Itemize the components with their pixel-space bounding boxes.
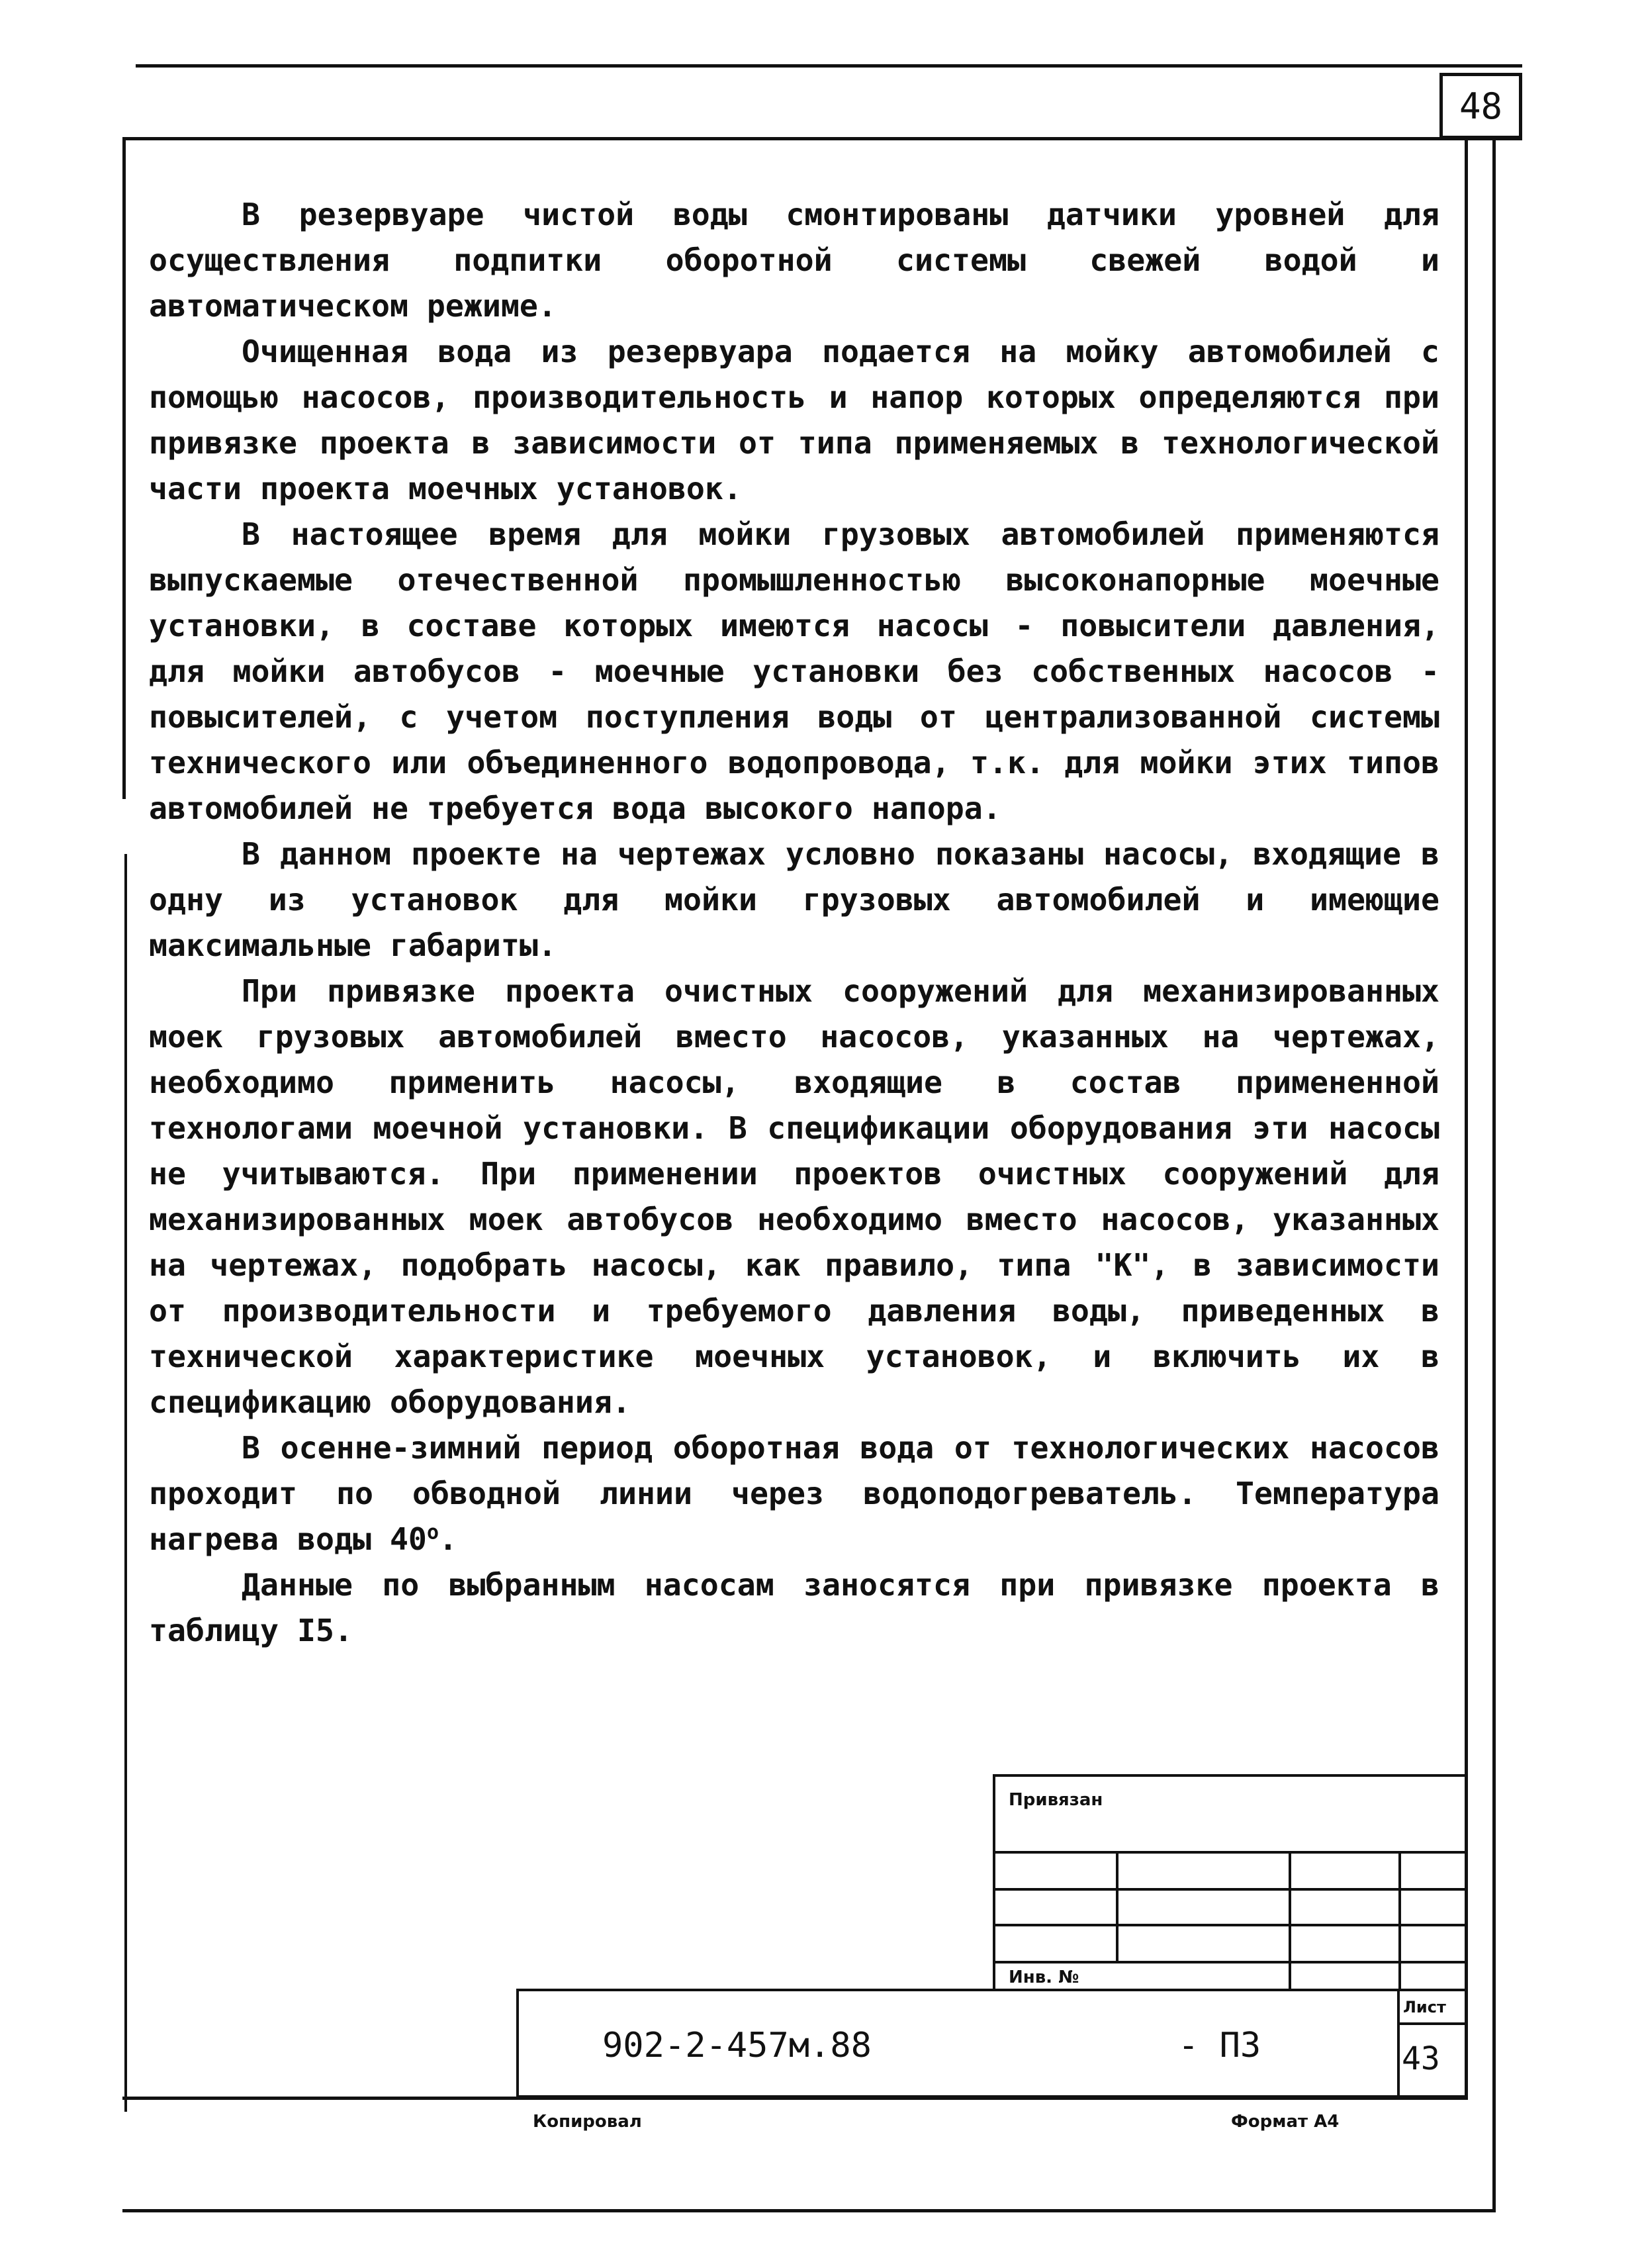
frame-left-line-lower bbox=[124, 854, 127, 2112]
stamp-grid-cell-6 bbox=[1116, 1888, 1291, 1926]
body-text bbox=[149, 192, 1439, 1654]
paragraph-6-end: . bbox=[439, 1521, 457, 1557]
paragraph-6-text: В осенне-зимний период оборотная вода от технологических насосов проходит по обводной линии через водоподогреватель. Температура нагрева воды 40 bbox=[149, 1430, 1439, 1557]
copied-by-label: Копировал bbox=[533, 2112, 642, 2132]
stamp-grid-cell-5 bbox=[993, 1888, 1118, 1926]
sheet-label: Лист bbox=[1403, 1998, 1446, 2016]
privyazan-label: Привязан bbox=[1009, 1790, 1103, 1810]
stamp-grid-cell-3 bbox=[1289, 1851, 1401, 1891]
paragraph-3: В настоящее время для мойки грузовых автомобилей применяются выпускаемые отечественной промышленностью высоконапорные моечные установки, в составе которых имеются насосы - повысители давления, для мойки автобусов - моечные установки без собственных насосов - повысителей, с учетом поступления воды от централизованной системы технического или объединенного водопровода, т.к. для мойки этих типов автомобилей не требуется вода высокого напора. bbox=[149, 516, 1439, 826]
sheet-number: 43 bbox=[1402, 2040, 1440, 2077]
stamp-grid-cell-4 bbox=[1398, 1851, 1468, 1891]
degree-superscript: о bbox=[426, 1521, 439, 1544]
stamp-grid-cell-2 bbox=[1116, 1851, 1291, 1891]
paragraph-5: При привязке проекта очистных сооружений для механизированных моек грузовых автомобилей вместо насосов, указанных на чертежах, необходимо применить насосы, входящие в состав примененной технологами моечной установки. В спецификации оборудования эти насосы не учитываются. При применении проектов очистных сооружений для механизированных моек автобусов необходимо вместо насосов, указанных на чертежах, подобрать насосы, как правило, типа "К", в зависимости от производительности и требуемого давления воды, приведенных в технической характеристике моечных установок, и включить их в спецификацию оборудования. bbox=[149, 973, 1439, 1420]
inv-no-label: Инв. № bbox=[1009, 1967, 1079, 1987]
frame-outer-bottom-line bbox=[122, 2209, 1496, 2212]
stamp-grid-cell-13 bbox=[1289, 1961, 1401, 1991]
stamp-inv-cell bbox=[993, 1961, 1291, 1991]
paragraph-1: В резервуаре чистой воды смонтированы датчики уровней для осуществления подпитки оборотной системы свежей водой и автоматическом режиме. bbox=[149, 197, 1439, 324]
paragraph-4: В данном проекте на чертежах условно показаны насосы, входящие в одну из установок для мойки грузовых автомобилей и имеющие максимальные габариты. bbox=[149, 836, 1439, 963]
stamp-grid-cell-7 bbox=[1289, 1888, 1401, 1926]
page-number: 48 bbox=[1459, 85, 1503, 127]
document-suffix: - ПЗ bbox=[1178, 2026, 1261, 2065]
paragraph-7: Данные по выбранным насосам заносятся при привязке проекта в таблицу I5. bbox=[149, 1567, 1439, 1648]
document-code: 902-2-457м.88 bbox=[602, 2026, 872, 2065]
stamp-grid-cell-1 bbox=[993, 1851, 1118, 1891]
frame-left-line bbox=[122, 137, 126, 799]
frame-top-inner-line bbox=[122, 137, 1522, 140]
stamp-privyazan-cell bbox=[993, 1774, 1468, 1854]
format-label: Формат А4 bbox=[1231, 2112, 1340, 2132]
paragraph-2: Очищенная вода из резервуара подается на мойку автомобилей с помощью насосов, производительность и напор которых определяются при привязке проекта в зависимости от типа применяемых в технологической части проекта моечных установок. bbox=[149, 334, 1439, 506]
frame-top-line bbox=[136, 64, 1522, 68]
stamp-grid-cell-14 bbox=[1398, 1961, 1468, 1991]
stamp-grid-cell-12 bbox=[1398, 1924, 1468, 1963]
paragraph-6 bbox=[149, 1425, 1439, 1562]
page-number-box bbox=[1439, 73, 1522, 139]
stamp-grid-cell-10 bbox=[1116, 1924, 1291, 1963]
stamp-grid-cell-9 bbox=[993, 1924, 1118, 1963]
frame-right-outer-line bbox=[1492, 137, 1496, 2212]
stamp-grid-cell-11 bbox=[1289, 1924, 1401, 1963]
stamp-grid-cell-8 bbox=[1398, 1888, 1468, 1926]
